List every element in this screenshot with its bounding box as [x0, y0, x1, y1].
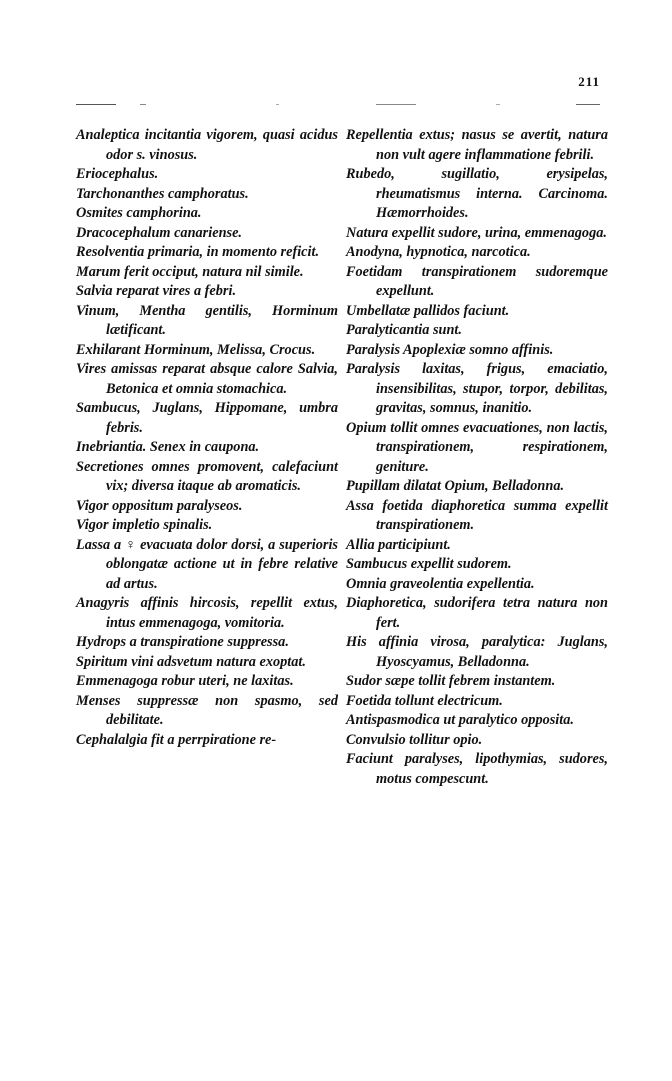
entry: Repellentia extus; nasus se avertit, natura non vult agere inflammatione febrili.: [346, 127, 608, 163]
entry: Vigor oppositum paralyseos.: [76, 497, 243, 514]
entry: Resolventia primaria, in momento reficit.: [76, 244, 320, 260]
entry: Paralysis laxitas, frigus, emaciatio, insensibilitas, stupor, torpor, debilitas, gravitas, somnus, inanitio.: [346, 361, 608, 416]
entry: Pupillam dilatat Opium, Belladonna.: [346, 478, 565, 494]
entry: Omnia graveolentia expellentia.: [346, 575, 535, 592]
left-column: [76, 126, 338, 750]
entry: His affinia virosa, paralytica: Juglans, Hyoscyamus, Belladonna.: [346, 634, 608, 670]
entry: Faciunt paralyses, lipothymias, sudores, motus compescunt.: [346, 751, 608, 787]
entry: Menses suppressæ non spasmo, sed debilitate.: [76, 692, 338, 728]
entry: Osmites camphorina.: [76, 205, 202, 221]
entry: Paralyticantia sunt.: [346, 322, 462, 338]
entry: Dracocephalum canariense.: [76, 224, 242, 241]
page-number: 211: [578, 74, 600, 89]
entry: Hydrops a transpiratione suppressa.: [76, 634, 289, 650]
entry: Marum ferit occiput, natura nil simile.: [76, 263, 304, 280]
entry: Exhilarant Horminum, Melissa, Crocus.: [76, 341, 316, 358]
entry: Lassa a ♀ evacuata dolor dorsi, a superioris oblongatæ actione ut in febre relative ad artus.: [76, 536, 338, 592]
entry: Paralysis Apoplexiæ somno affinis.: [346, 341, 554, 358]
entry: Vigor impletio spinalis.: [76, 517, 213, 533]
entry: Vires amissas reparat absque calore Salvia, Betonica et omnia stomachica.: [76, 361, 338, 397]
header-rule: [76, 104, 600, 105]
entry: Emmenagoga robur uteri, ne laxitas.: [76, 673, 294, 689]
entry: Foetida tollunt electricum.: [346, 692, 503, 709]
entry: Inebriantia. Senex in caupona.: [76, 439, 260, 455]
entry: Sudor sæpe tollit febrem instantem.: [346, 673, 556, 689]
entry: Cephalalgia fit a perrpiratione re-: [76, 731, 277, 748]
entry: Tarchonanthes camphoratus.: [76, 185, 249, 202]
entry: Antispasmodica ut paralytico opposita.: [346, 712, 574, 728]
entry: Vinum, Mentha gentilis, Horminum lætificant.: [76, 302, 338, 338]
entry: Diaphoretica, sudorifera tetra natura non fert.: [346, 595, 608, 631]
entry: Opium tollit omnes evacuationes, non lactis, transpirationem, respirationem, geniture.: [346, 419, 608, 475]
entry: Anagyris affinis hircosis, repellit extus, intus emmenagoga, vomitoria.: [76, 595, 338, 631]
entry: Spiritum vini adsvetum natura exoptat.: [76, 653, 306, 670]
entry: Assa foetida diaphoretica summa expellit transpirationem.: [346, 497, 608, 533]
entry: Umbellatæ pallidos faciunt.: [346, 302, 510, 319]
entry: Sambucus, Juglans, Hippomane, umbra febris.: [76, 400, 338, 436]
entry: Salvia reparat vires a febri.: [76, 283, 237, 299]
entry: Rubedo, sugillatio, erysipelas, rheumatismus interna. Carcinoma. Hæmorrhoides.: [346, 166, 608, 221]
entry: Secretiones omnes promovent, calefaciunt vix; diversa itaque ab aromaticis.: [76, 458, 338, 494]
entry: Natura expellit sudore, urina, emmenagoga.: [346, 224, 607, 241]
entry: Eriocephalus.: [76, 166, 159, 182]
entry: Foetidam transpirationem sudoremque expellunt.: [346, 263, 608, 299]
entry: Anodyna, hypnotica, narcotica.: [346, 244, 531, 260]
entry: Allia participiunt.: [346, 536, 451, 553]
entry: Sambucus expellit sudorem.: [346, 556, 512, 572]
entry: Analeptica incitantia vigorem, quasi acidus odor s. vinosus.: [76, 127, 338, 163]
right-column: [346, 126, 608, 789]
entry: Convulsio tollitur opio.: [346, 731, 483, 748]
